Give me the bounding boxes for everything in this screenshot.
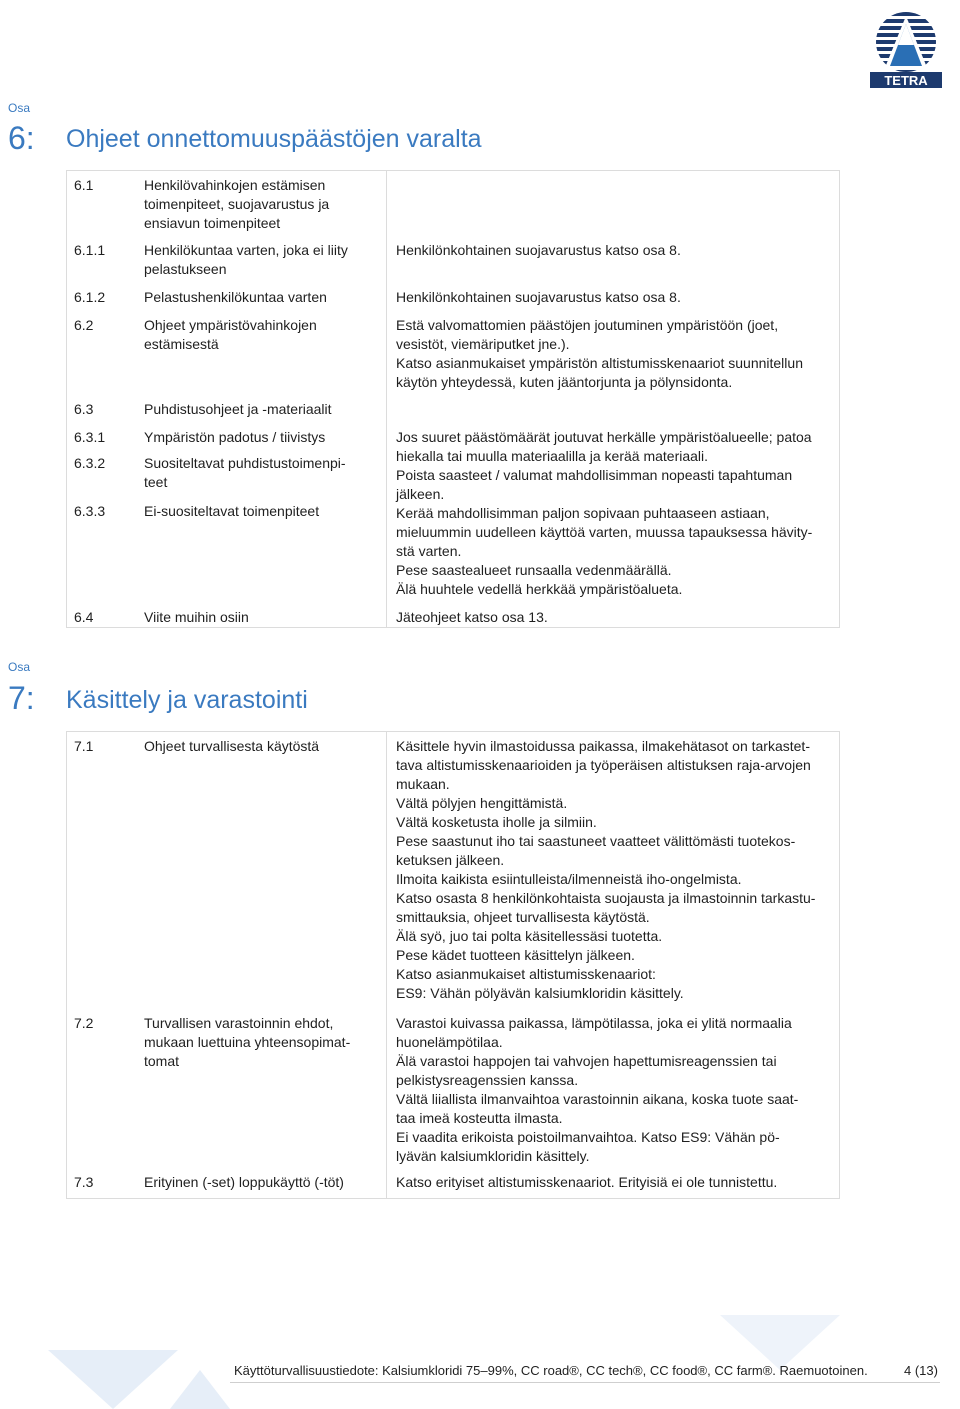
section-7-osa-label: Osa: [8, 660, 31, 674]
row-6-3-3-label: Ei-suositeltavat toimenpiteet: [144, 503, 320, 519]
row-6-3-1-number: 6.3.1: [74, 429, 106, 445]
section-7-column-divider: [386, 732, 387, 1198]
row-7-1-content: Käsittele hyvin ilmastoidussa paikassa, ilmakehätasot on tarkastet- tava altistumisskenaarioiden ja työperäisen altistuksen raja-arvojen mukaan. Vältä pölyjen hengittämistä. Vältä kosketusta iholle ja silmiin. Pese saastunut iho tai saastuneet vaatteet välittömästi tuotekos- ketuksen jälkeen. Ilmoita kaikista esiintulleista/ilmenneistä iho-ongelmista. Katso osasta 8 henkilönkohtaista suojausta ja ilmastoinnin tarkastu- smittauksia, ohjeet turvallisesta käytöstä. Älä syö, juo tai polta käsitellessäsi tuotetta. Pese kädet tuotteen käsittelyn jälkeen. Katso asianmukaiset altistumisskenaariot: ES9: Vähän pölyävän kalsiumkloridin käsittely.: [396, 738, 816, 1001]
footer-text: Käyttöturvallisuustiedote: Kalsiumkloridi 75–99%, CC road®, CC tech®, CC food®, CC farm®. Raemuotoinen.: [234, 1363, 868, 1378]
row-6-3-number: 6.3: [74, 401, 94, 417]
section-6-column-divider: [386, 171, 387, 627]
row-7-3-label: Erityinen (-set) loppukäyttö (-töt): [144, 1174, 344, 1190]
row-7-3-content: Katso erityiset altistumisskenaariot. Erityisiä ei ole tunnistettu.: [396, 1174, 778, 1190]
row-6-3-2-content: Poista saasteet / valumat mahdollisimman nopeasti tapahtuman jälkeen.: [396, 467, 793, 502]
row-7-2-content: Varastoi kuivassa paikassa, lämpötilassa, joka ei ylitä normaalia huonelämpötilaa. Älä varastoi happojen tai vahvojen hapettumisreagenssien tai pelkistysreagenssien kanssa. Vältä liiallista ilmanvaihtoa varastoinnin aikana, koska tuote saat- taa imeä kosteutta ilmasta. Ei vaadita erikoista poistoilmanvaihtoa. Katso ES9: Vähän pö- lyävän kalsiumkloridin käsittely.: [396, 1015, 799, 1164]
row-6-1-1-content: Henkilönkohtainen suojavarustus katso osa 8.: [396, 242, 681, 258]
decorative-triangle-mid: [170, 1370, 230, 1409]
decorative-triangle-right: [720, 1315, 840, 1370]
row-6-4-content: Jäteohjeet katso osa 13.: [396, 609, 548, 625]
row-6-3-2-number: 6.3.2: [74, 455, 106, 471]
section-6-osa-label: Osa: [8, 101, 31, 115]
row-6-3-1-content: Jos suuret päästömäärät joutuvat herkälle ympäristöalueelle; patoa hiekalla tai muulla materiaalilla ja kerää materiaali.: [396, 429, 812, 464]
row-6-3-3-number: 6.3.3: [74, 503, 106, 519]
footer-rule: [230, 1382, 940, 1383]
row-6-2-label: Ohjeet ympäristövahinkojen estämisestä: [144, 317, 317, 352]
row-6-3-3-content: Kerää mahdollisimman paljon sopivaan puhtaaseen astiaan, mieluummin uudelleen käyttöä varten, muussa tapauksessa hävity- stä varten. Pese saastealueet runsaalla vedenmäärällä. Älä huuhtele vedellä herkkää ympäristöalueta.: [396, 505, 813, 597]
row-6-4-number: 6.4: [74, 609, 94, 625]
row-6-1-1-number: 6.1.1: [74, 242, 106, 258]
row-7-1-number: 7.1: [74, 738, 94, 754]
tetra-logo: [868, 8, 944, 90]
row-7-2-number: 7.2: [74, 1015, 94, 1031]
row-6-4-label: Viite muihin osiin: [144, 609, 249, 625]
row-6-2-number: 6.2: [74, 317, 94, 333]
row-6-3-1-label: Ympäristön padotus / tiivistys: [144, 429, 326, 445]
row-6-3-2-label: Suositeltavat puhdistustoimenpi- teet: [144, 455, 346, 490]
section-6-title: Ohjeet onnettomuuspäästöjen varalta: [66, 125, 482, 153]
row-6-2-content: Estä valvomattomien päästöjen joutuminen ympäristöön (joet, vesistöt, viemäriputket jne.). Katso asianmukaiset ympäristön altistumisskenaariot suunnitellun käytön yhteydessä, kuten jääntorjunta ja pölynsidonta.: [396, 317, 803, 390]
row-6-1-2-content: Henkilönkohtainen suojavarustus katso osa 8.: [396, 289, 681, 305]
row-6-1-2-label: Pelastushenkilökuntaa varten: [144, 289, 327, 305]
row-6-3-label: Puhdistusohjeet ja -materiaalit: [144, 401, 332, 417]
decorative-triangle-left: [48, 1350, 178, 1409]
section-6-number: 6:: [8, 120, 35, 156]
row-7-3-number: 7.3: [74, 1174, 94, 1190]
row-7-2-label: Turvallisen varastoinnin ehdot, mukaan luettuina yhteensopimat- tomat: [144, 1015, 351, 1069]
row-6-1-1-label: Henkilökuntaa varten, joka ei liity pelastukseen: [144, 242, 348, 277]
logo-wordmark: TETRA: [884, 73, 928, 88]
row-6-1-number: 6.1: [74, 177, 94, 193]
row-6-1-label: Henkilövahinkojen estämisen toimenpiteet, suojavarustus ja ensiavun toimenpiteet: [144, 177, 330, 231]
section-7-title: Käsittely ja varastointi: [66, 686, 308, 714]
row-6-1-2-number: 6.1.2: [74, 289, 106, 305]
row-7-1-label: Ohjeet turvallisesta käytöstä: [144, 738, 320, 754]
page-number: 4 (13): [904, 1363, 938, 1378]
section-7-number: 7:: [8, 680, 35, 716]
